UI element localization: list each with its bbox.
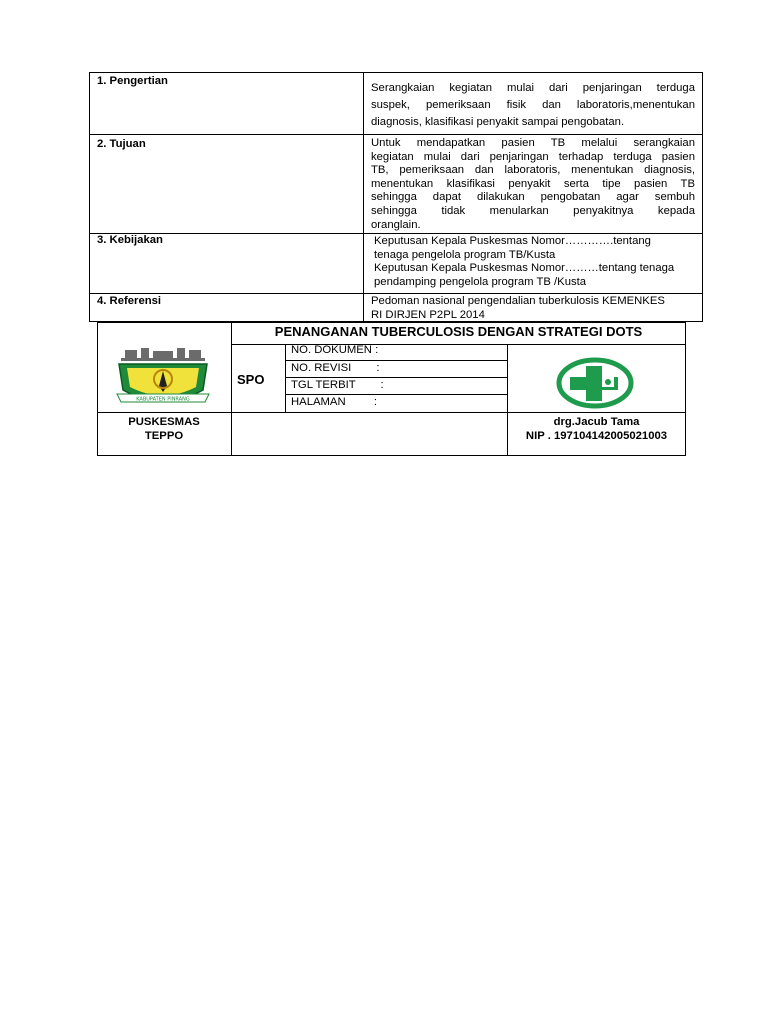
content-line: TB, pemeriksaan dan laboratoris, menentukan diagnosis,	[371, 164, 695, 177]
content-line: Keputusan Kepala Puskesmas Nomor………….tentang	[374, 235, 651, 247]
row-label-kebijakan: 3. Kebijakan	[97, 234, 163, 246]
row-label-tujuan: 2. Tujuan	[97, 138, 146, 150]
logo-banner-text: KABUPATEN PINRANG	[136, 396, 190, 403]
signatory-name: drg.Jacub Tama	[553, 416, 640, 428]
content-line: menentukan klasifikasi penyakit serta tipe pasien TB	[371, 177, 695, 190]
regency-logo	[111, 346, 215, 410]
content-line: sehingga dapat dilakukan pengobatan agar sembuh	[371, 191, 695, 204]
field-halaman: HALAMAN :	[291, 396, 378, 408]
row-divider	[89, 134, 703, 135]
field-no-dokumen: NO. DOKUMEN :	[291, 344, 379, 356]
field-no-revisi: NO. REVISI :	[291, 362, 380, 374]
content-line: suspek, pemeriksaan fisik dan laboratoris,menentukan	[371, 99, 695, 111]
field-tgl-terbit: TGL TERBIT :	[291, 379, 384, 391]
content-line: Serangkaian kegiatan mulai dari penjaringan terduga	[371, 82, 695, 94]
procedure-table	[89, 72, 703, 322]
regency-emblem-icon	[111, 346, 215, 410]
content-line: diagnosis, klasifikasi penyakit sampai pengobatan.	[371, 116, 625, 128]
row-content-pengertian	[371, 80, 695, 131]
content-line: Keputusan Kepala Puskesmas Nomor………tentang tenaga	[374, 262, 675, 275]
row-divider	[89, 233, 703, 234]
puskesmas-logo	[540, 357, 652, 409]
signatory-block	[507, 415, 686, 443]
spo-header-table	[97, 322, 686, 456]
content-line: Pedoman nasional pengendalian tuberkulosis KEMENKES	[371, 295, 665, 307]
field-divider	[285, 377, 507, 378]
column-divider	[285, 344, 286, 412]
field-divider	[285, 360, 507, 361]
signatory-nip: NIP . 197104142005021003	[525, 430, 668, 442]
content-line: Untuk mendapatkan pasien TB melalui serangkaian	[371, 137, 695, 149]
row-content-referensi	[371, 295, 695, 322]
field-divider	[285, 394, 507, 395]
row-label-referensi: 4. Referensi	[97, 295, 162, 307]
row-divider	[89, 293, 703, 294]
content-line: RI DIRJEN P2PL 2014	[371, 308, 485, 321]
content-line: sehingga tidak menularkan penyakitnya kepada	[371, 204, 695, 217]
content-line: pendamping pengelola program TB /Kusta	[374, 275, 587, 288]
column-divider	[231, 322, 232, 456]
row-content-kebijakan	[374, 235, 698, 289]
org-name-line: TEPPO	[144, 430, 184, 442]
document-title: PENANGANAN TUBERCULOSIS DENGAN STRATEGI DOTS	[274, 324, 643, 339]
content-line: kegiatan mulai dari penjaringan terhadap terduga pasien	[371, 150, 695, 163]
organization-name	[97, 415, 231, 443]
row-content-tujuan	[371, 137, 695, 232]
spo-label: SPO	[237, 372, 265, 387]
row-divider	[97, 412, 686, 413]
green-cross-icon	[540, 357, 652, 409]
content-line: tenaga pengelola program TB/Kusta	[374, 248, 556, 261]
content-line: oranglain.	[371, 218, 421, 231]
column-divider	[363, 72, 364, 322]
row-label-pengertian: 1. Pengertian	[97, 75, 168, 87]
org-name-line: PUSKESMAS	[128, 416, 200, 428]
